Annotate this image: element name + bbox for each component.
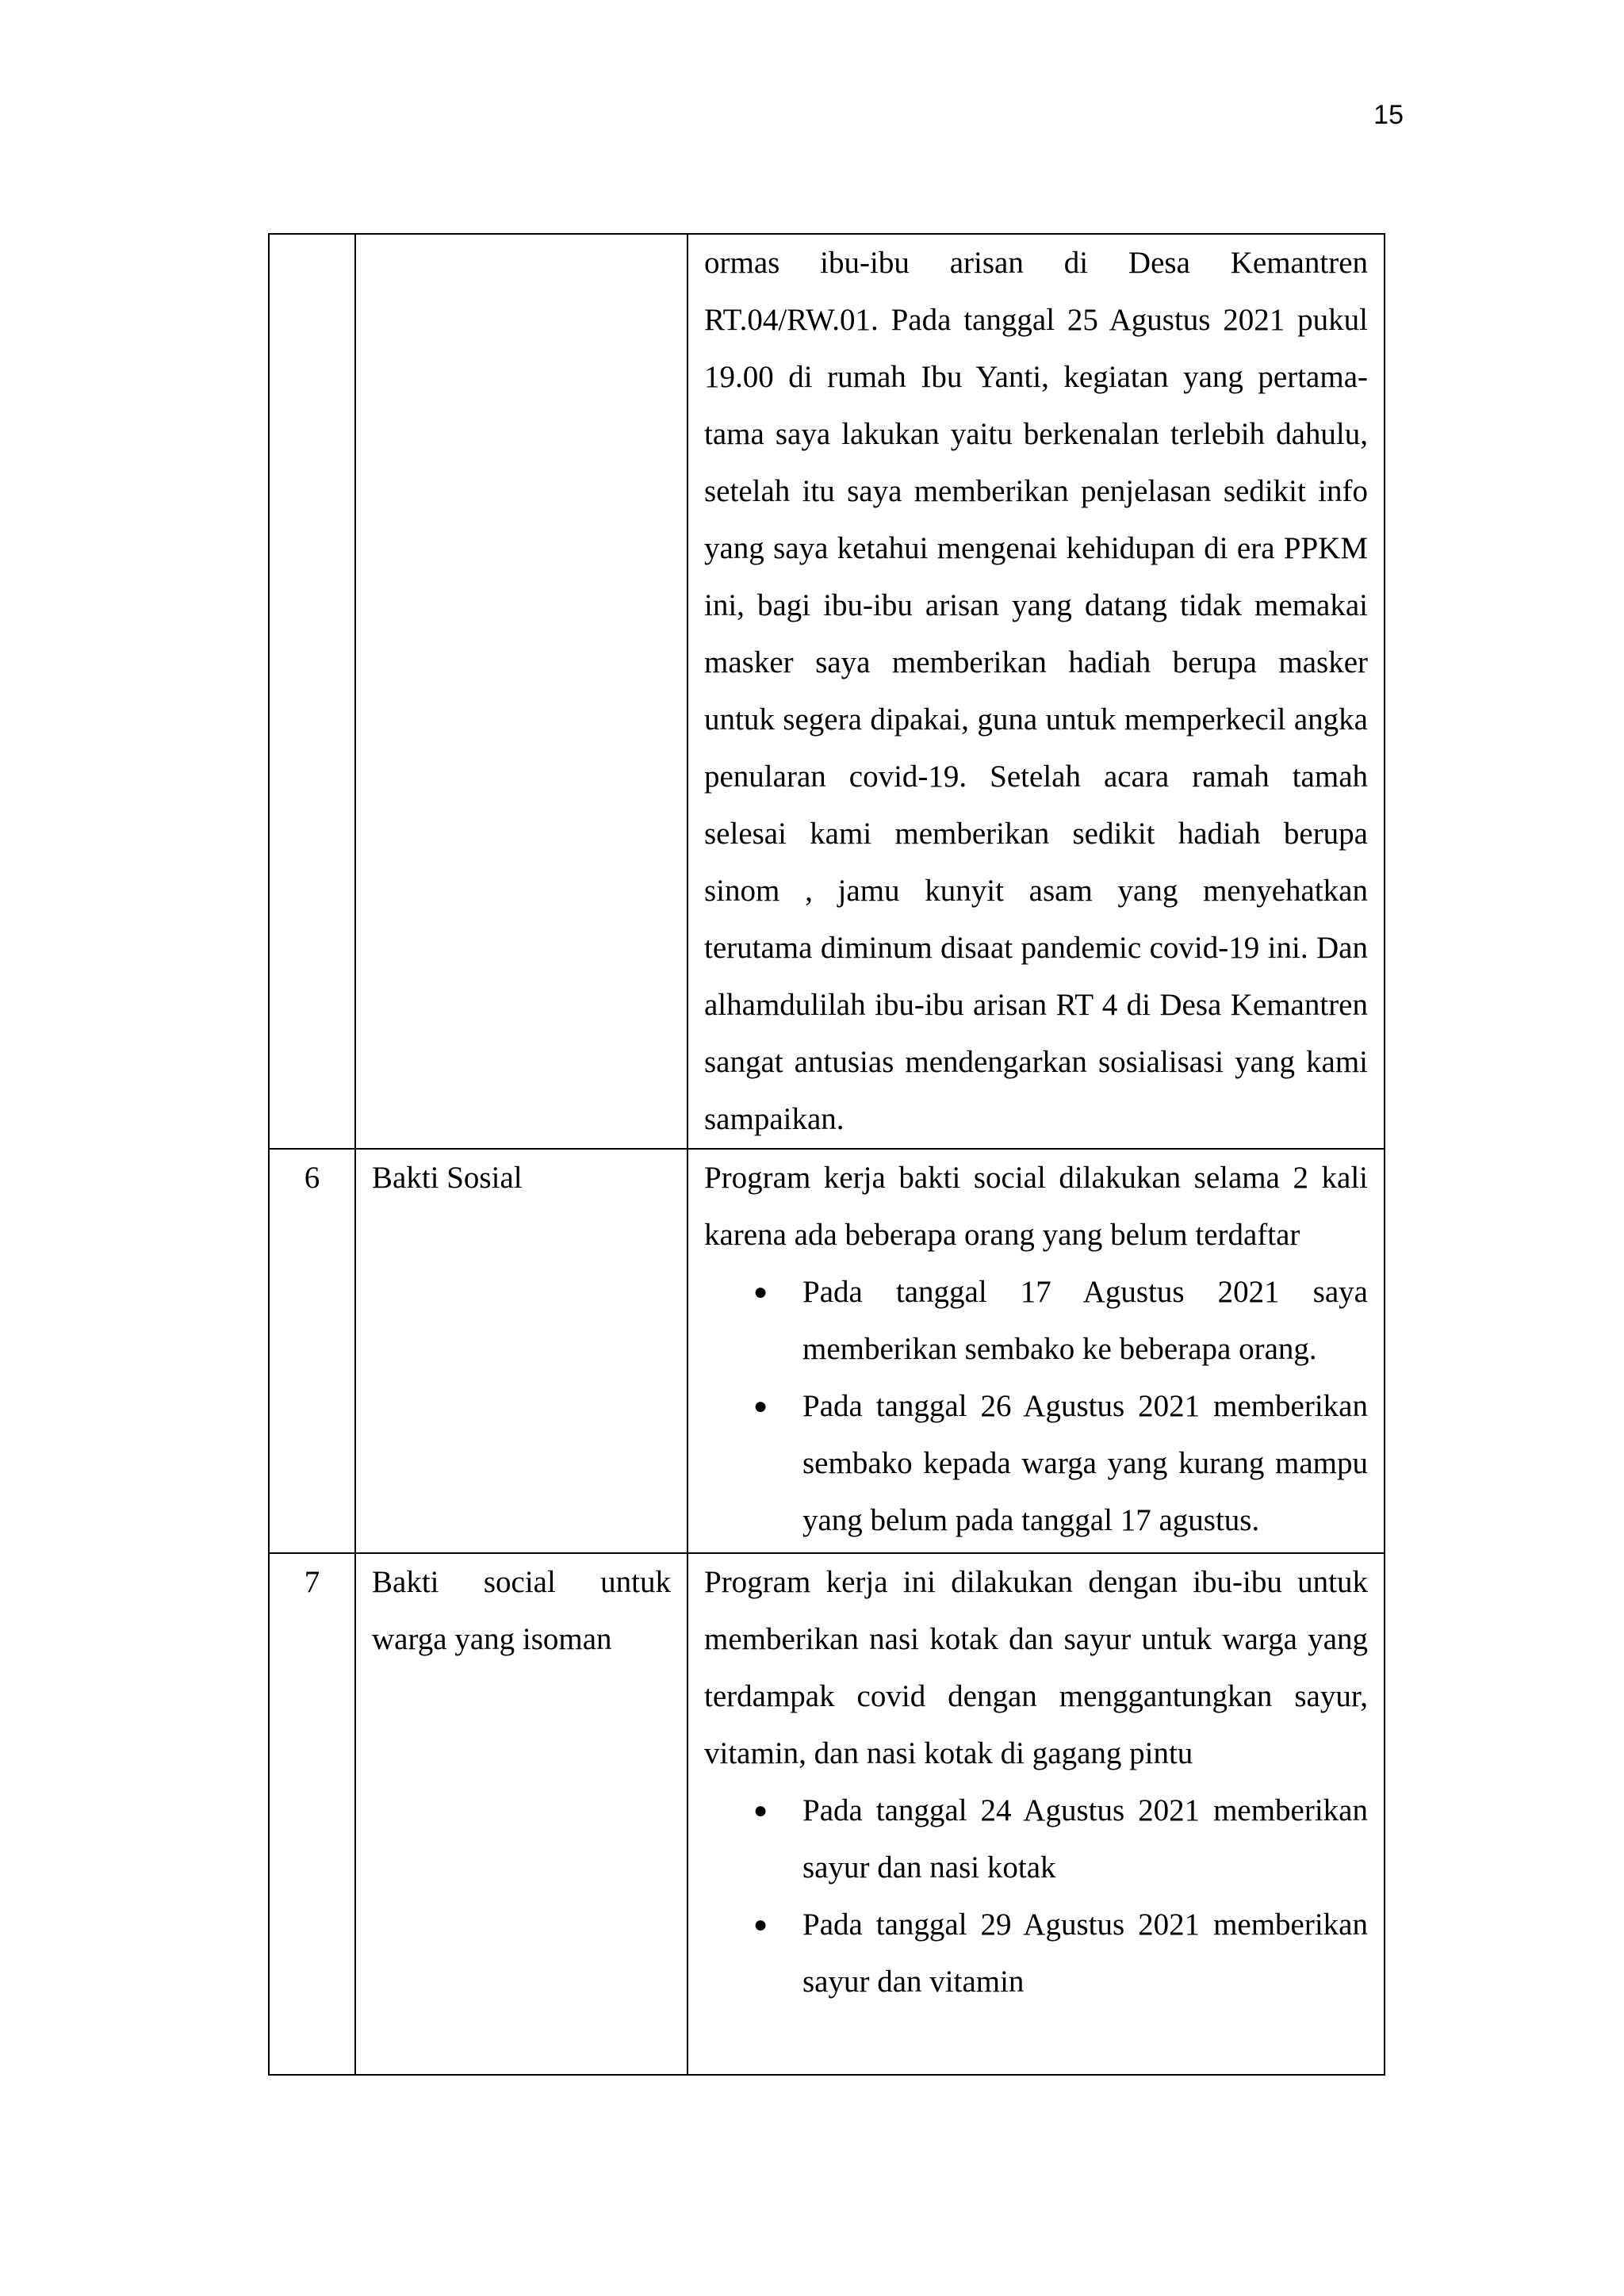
list-item-text: Pada tanggal 17 Agustus 2021 saya memberikan sembako ke beberapa orang.: [802, 1275, 1368, 1366]
activity-description: Program kerja bakti social dilakukan selama 2 kali karena ada beberapa orang yang belum terdaftar: [704, 1161, 1368, 1252]
row-number: 7: [269, 1553, 355, 2075]
bullet-icon: ●: [753, 1797, 768, 1823]
table-row: [269, 1553, 1385, 2075]
list-item: [753, 1264, 1368, 1378]
table-row: [269, 1149, 1385, 1553]
bullet-icon: ●: [753, 1279, 768, 1305]
page-number: 15: [1373, 100, 1404, 130]
bullet-icon: ●: [753, 1393, 768, 1419]
list-item-text: Pada tanggal 26 Agustus 2021 memberikan sembako kepada warga yang kurang mampu yang belum pada tanggal 17 agustus.: [802, 1389, 1368, 1537]
table-row: [269, 234, 1385, 1149]
list-item: [753, 1896, 1368, 2011]
bullet-icon: ●: [753, 1911, 768, 1938]
activity-description: Program kerja ini dilakukan dengan ibu-ibu untuk memberikan nasi kotak dan sayur untuk warga yang terdampak covid dengan menggantungkan sayur, vitamin, dan nasi kotak di gagang pintu: [704, 1565, 1368, 1770]
activity-name: Bakti Sosial: [355, 1149, 688, 1553]
list-item-text: Pada tanggal 29 Agustus 2021 memberikan sayur dan vitamin: [802, 1908, 1368, 1999]
activity-description-cell: [688, 1149, 1385, 1553]
list-item: [753, 1782, 1368, 1896]
activity-description-cell: [688, 1553, 1385, 2075]
activity-name: [355, 234, 688, 1149]
activity-description: ormas ibu-ibu arisan di Desa Kemantren RT.04/RW.01. Pada tanggal 25 Agustus 2021 pukul 19.00 di rumah Ibu Yanti, kegiatan yang pertama-tama saya lakukan yaitu berkenalan terlebih dahulu, setelah itu saya memberikan penjelasan sedikit info yang saya ketahui mengenai kehidupan di era PPKM ini, bagi ibu-ibu arisan yang datang tidak memakai masker saya memberikan hadiah berupa masker untuk segera dipakai, guna untuk memperkecil angka penularan covid-19. Setelah acara ramah tamah selesai kami memberikan sedikit hadiah berupa sinom , jamu kunyit asam yang menyehatkan terutama diminum disaat pandemic covid-19 ini. Dan alhamdulilah ibu-ibu arisan RT 4 di Desa Kemantren sangat antusias mendengarkan sosialisasi yang kami sampaikan.: [704, 246, 1368, 1136]
activity-description-cell: [688, 234, 1385, 1149]
activity-name: Bakti social untuk warga yang isoman: [355, 1553, 688, 2075]
activity-table: [268, 233, 1385, 2076]
row-number: [269, 234, 355, 1149]
bullet-list: [704, 1264, 1368, 1549]
list-item-text: Pada tanggal 24 Agustus 2021 memberikan sayur dan nasi kotak: [802, 1793, 1368, 1885]
row-number: 6: [269, 1149, 355, 1553]
list-item: [753, 1378, 1368, 1549]
bullet-list: [704, 1782, 1368, 2011]
